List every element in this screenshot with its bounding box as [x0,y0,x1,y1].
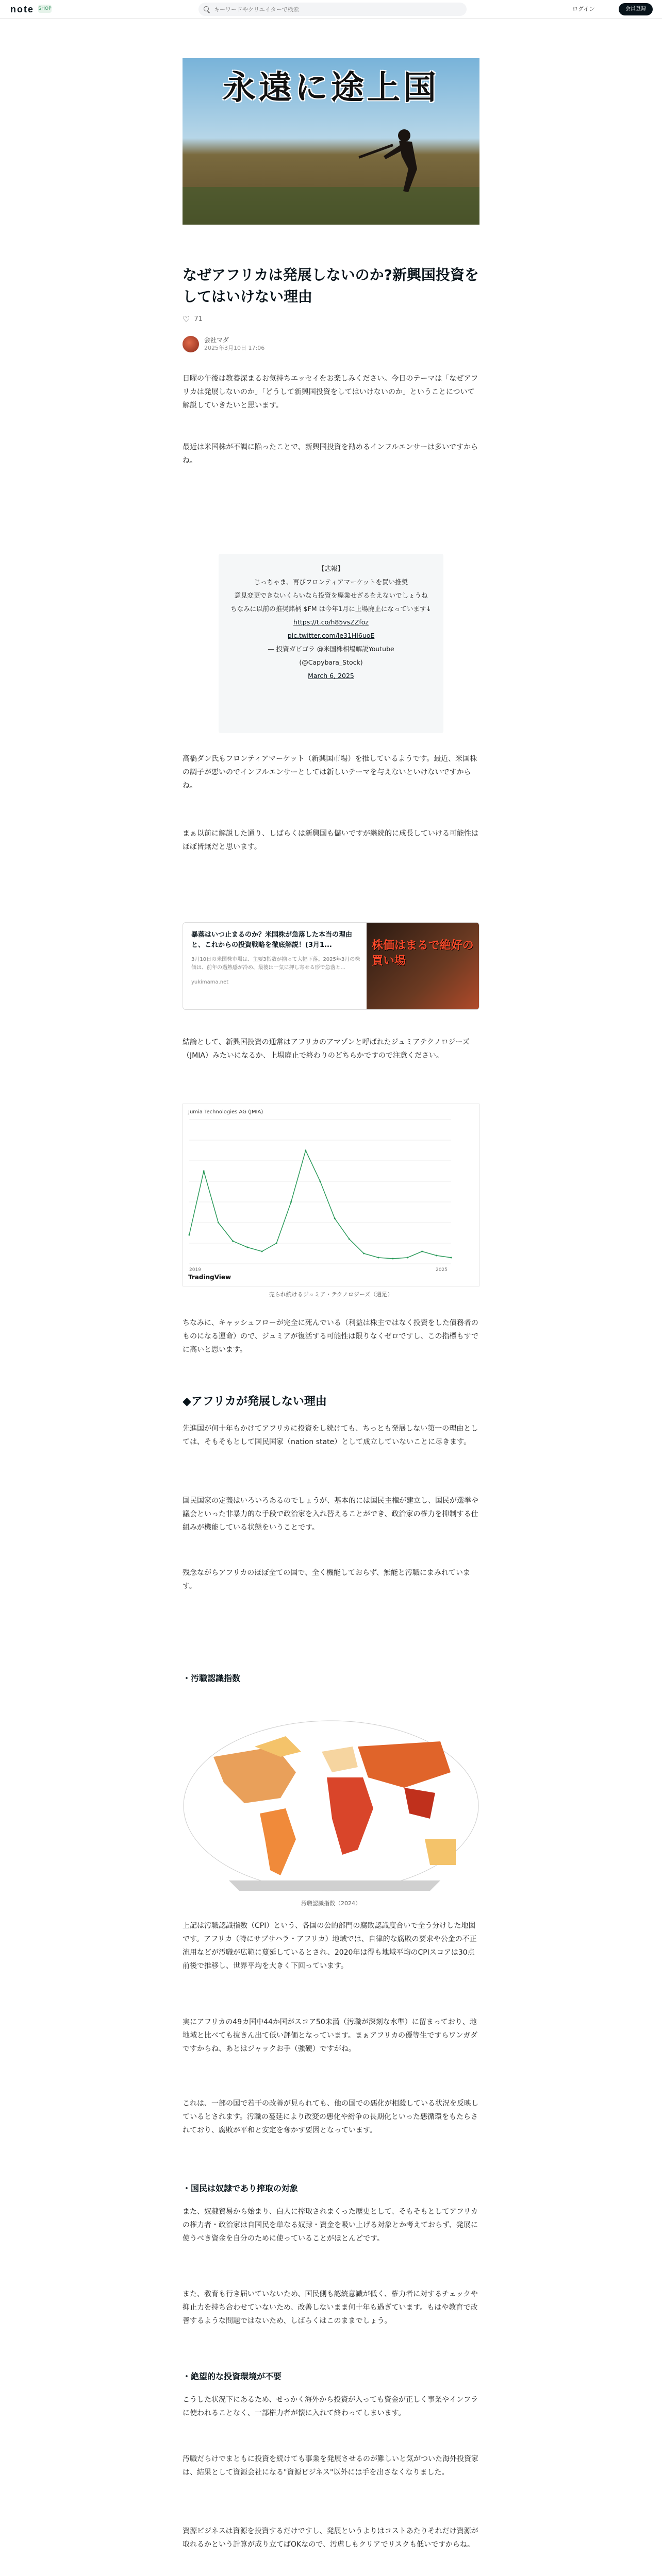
chart-point [349,1239,350,1240]
chart-point [290,1201,292,1203]
chart-series-line [189,1150,451,1259]
stock-chart-svg [183,1104,479,1286]
chart-point [305,1150,306,1151]
chart-point [189,1234,190,1236]
stock-chart [183,1104,479,1286]
chart-point [334,1218,336,1219]
heart-icon[interactable]: ♡ [183,314,190,324]
top-navigation-bar [0,0,662,19]
subheading-investment: ・絶望的な投資環境が不要 [183,2371,282,2381]
subheading-cpi: ・汚職認識指数 [183,1673,241,1683]
embedded-tweet [219,554,443,733]
chart-point [436,1255,437,1257]
chart-point [261,1251,263,1252]
article-title: なぜアフリカは発展しないのか?新興国投資をしてはいけない理由 [183,266,479,305]
hero-figure [183,58,479,225]
tweet-line-3: ちなみに以前の推奨銘柄 $FM は今年1月に上場廃止になっています↓ [230,605,432,613]
chart-point [421,1251,423,1252]
signup-button[interactable]: 会員登録 [619,3,653,15]
tweet-link-1[interactable]: https://t.co/h85vsZZfoz [293,618,369,626]
post-date: 2025年3月10日 17:06 [204,345,265,351]
paragraph-8: 国民国家の定義はいろいろあるのでしょうが、基本的には国民主権が建立し、国民が選挙や議会といった非暴力的な手段で政治家を入れ替えることができ、政治家の権力を抑制する仕組みが機能している状態をいうことです。 [183,1497,478,1532]
like-count: 71 [194,315,203,323]
login-link[interactable]: ログイン [572,6,595,12]
chart-point [203,1171,205,1172]
paragraph-13: また、奴隷貿易から始まり、白人に搾取されまくった歴史として、そもそもとしてアフリカの権力者・政治家は自国民を単なる奴隷・資金を吸い上げる対象とか考えておらず、発展に使うべき資金を自分のために使っていることがほとんどです。 [183,2208,478,2243]
subheading-exploitation: ・国民は奴隷であり搾取の対象 [183,2183,299,2193]
paragraph-15: こうした状況下にあるため、せっかく海外から投資が入っても資金が正しく事業やインフラに使われることなく、一部権力者が懐に入れて終わってしまいます。 [183,2396,478,2417]
paragraph-12: これは、一部の国で若干の改善が見られても、他の国での悪化が相殺している状況を反映しているとされます。汚職の蔓延により改変の悪化や紛争の長期化といった悪循環をもたらされており、腐敗が平和と安定を奪かす要因となっています。 [183,2099,478,2134]
shop-badge[interactable]: SHOP [38,5,52,13]
chart-point [276,1243,277,1244]
link-card-thumbnail[interactable] [367,923,479,1009]
author-name[interactable]: 会社マダ [204,336,229,344]
hero-image [183,58,479,225]
paragraph-2: 最近は米国株が不調に陥ったことで、新興国投資を勧めるインフルエンサーは多いですからね。 [183,443,478,465]
link-card-description: 3月10日の米国株市場は、主要3指数が揃って大幅下落。2025年3月の株価は、前年の過熱感が冷め、最後は一気に押し寄せる形で急落と... [191,957,360,971]
tweet-line-1: じっちゃま、再びフロンティアマーケットを買い推奨 [254,578,408,586]
avatar[interactable] [183,336,199,352]
chart-point [246,1247,248,1248]
paragraph-6: ちなみに、キャッシュフローが完全に死んでいる（利益は株主ではなく投資をした債務者のものになる運命）ので、ジュミアが復活する可能性は限りなくゼロですし、この指標もすでに高いと思います。 [183,1319,478,1354]
map-caption: 汚職認識指数（2024） [301,1900,361,1907]
chart-point [232,1241,234,1242]
hero-title: 永遠に途上国 [223,69,439,107]
chart-point [392,1258,394,1260]
paragraph-4: まぁ以前に解説した通り、しばらくは新興国も儲いですが継続的に成長していける可能性はほぼ皆無だと思います。 [183,829,478,851]
chart-point [377,1257,379,1259]
chart-x-tick-label: 2025 [436,1267,448,1273]
link-card[interactable] [183,922,479,1010]
chart-point [218,1222,219,1224]
paragraph-9: 残念ながらアフリカのほぼ全ての国で、全く機能しておらず、無能と汚職にまみれています。 [183,1569,470,1590]
like-counter[interactable] [183,312,203,327]
paragraph-3: 高橋ダン氏もフロンティアマーケット（新興国市場）を推しているようです。最近、米国株の調子が悪いのでインフルエンサーとしては新しいテーマを与えないといけないですからね。 [183,755,477,790]
paragraph-7: 先進国が何十年もかけてアフリカに投資をし続けても、ちっとも発展しない第一の理由としては、そもそもとして国民国家（nation state）として成立していないことに尽きます。 [183,1425,478,1446]
chart-point [320,1181,321,1182]
paragraph-1: 日曜の午後は教養深まるお気持ちエッセイをお楽しみください。今日のテーマは「なぜアフリカは発展しないのか」「どうして新興国投資をしてはいけないのか」ということについて解説していきたいと思います。 [183,375,478,410]
section-heading-africa: ◆アフリカが発展しない理由 [183,1395,327,1408]
chart-source: TradingView [188,1274,231,1281]
corruption-map [183,1716,479,1896]
link-card-thumbnail-text: 株価はまるで絶好の買い場 [372,939,474,968]
chart-caption: 売られ続けるジュミア・テクノロジーズ（週足） [269,1291,393,1298]
paragraph-17: 資源ビジネスは資源を投資するだけですし、発展というよりはコストあたりそれだけ資源が取れるかという計算が成り立てばOKなので、汚虐しもクリアでリスクも低いですからね。 [183,2527,478,2549]
search-bar[interactable] [198,3,467,16]
chart-point [451,1257,452,1259]
link-card-domain: yukimama.net [191,979,229,985]
paragraph-5: 結論として、新興国投資の通常はアフリカのアマゾンと呼ばれたジュミアテクノロジーズ（JMIA）みたいになるか、上場廃止で終わりのどちらかですので注意ください。 [183,1038,470,1060]
chart-point [407,1257,408,1259]
world-map-svg [183,1716,479,1896]
paragraph-14: また、教育も行き届いていないため、国民側も認統意識が低く、権力者に対するチェックや抑止力を持ち合わせていないため、改善しないまま何十年も過ぎています。もはや教育で改善するような問題ではないため、しばらくはこのままでしょう。 [183,2290,478,2325]
paragraph-11: 実にアフリカの49カ国中44か国がスコア50未満（汚職が深刻な水準）に留まっており、地地域と比べても抜きん出て低い評価となっています。まぁアフリカの優等生ですらワンガダですからね、あとはジャックお手（強硬）ですがね。 [183,2018,478,2053]
tweet-author: — 投資ガビゴラ @米国株相場解説Youtube [268,645,394,653]
note-logo[interactable]: note [10,4,34,14]
tweet-link-2[interactable]: pic.twitter.com/le31Hl6uoE [287,632,375,639]
link-card-title[interactable]: 暴落はいつ止まるのか？米国株が急落した本当の理由と、これからの投資戦略を徹底解説！(3月1... [191,931,353,949]
paragraph-16: 汚職だらけでまともに投資を続けても事業を発展させるのが難しいと気がついた海外投資家は、結果として資源会社になる"資源ビジネス"以外には手を出さなくなりました。 [183,2455,478,2477]
search-icon [204,6,210,12]
search-input[interactable] [214,6,456,13]
tweet-handle: (@Capybara_Stock) [299,658,363,666]
tweet-label: 【悲報】 [318,565,344,572]
tweet-line-2: 意見変更できないくらいなら投資を廃業せざるをえないでしょうね [234,591,428,599]
chart-point [363,1253,365,1255]
tweet-date-link[interactable]: March 6, 2025 [308,672,354,680]
author-info[interactable] [183,336,264,352]
paragraph-10: 上記は汚職認識指数（CPI）という、各国の公的部門の腐敗認識度合いで全う分けした地図です。アフリカ（特にサブサハラ・アフリカ）地域では、自律的な腐敗の要求や公金の不正流用などが汚職が広範に蔓延しているとされ、2020年は得も地域平均のCPIスコアは30点前後で推移し、世界平均を大きく下回っています。 [183,1922,477,1970]
chart-x-tick-label: 2019 [189,1267,201,1273]
chart-title: Jumia Technologies AG (JMIA) [188,1109,263,1115]
